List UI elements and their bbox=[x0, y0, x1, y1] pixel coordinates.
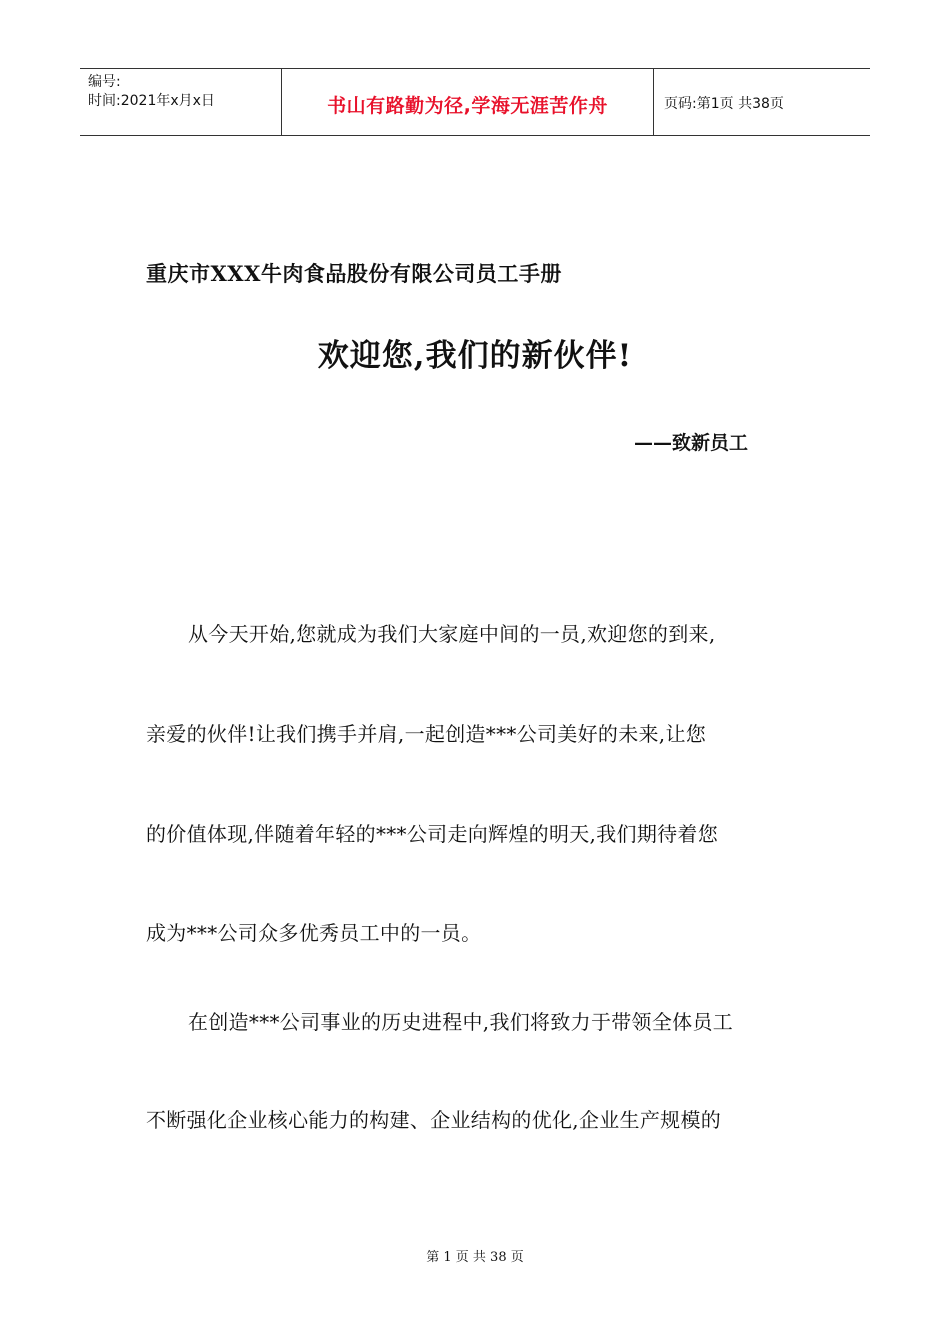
header-page-info: 页码:第1页 共38页 bbox=[664, 96, 784, 112]
body-line: 亲爱的伙伴!让我们携手并肩,一起创造***公司美好的未来,让您 bbox=[146, 722, 707, 746]
header-page-cell bbox=[654, 69, 870, 135]
header-motto-cell bbox=[282, 69, 654, 135]
header-table bbox=[80, 68, 870, 136]
body-line: 成为***公司众多优秀员工中的一员。 bbox=[146, 921, 482, 945]
motto-text: 书山有路勤为径,学海无涯苦作舟 bbox=[327, 94, 608, 117]
header-meta-cell bbox=[80, 69, 282, 135]
body-line: 的价值体现,伴随着年轻的***公司走向辉煌的明天,我们期待着您 bbox=[146, 822, 719, 846]
date-label: 时间:2021年x月x日 bbox=[88, 93, 215, 109]
welcome-heading: 欢迎您,我们的新伙伴! bbox=[317, 338, 633, 374]
page-footer: 第 1 页 共 38 页 bbox=[426, 1250, 524, 1265]
document-title: 重庆市XXX牛肉食品股份有限公司员工手册 bbox=[146, 261, 562, 286]
body-line: 从今天开始,您就成为我们大家庭中间的一员,欢迎您的到来, bbox=[188, 622, 716, 646]
body-line: 在创造***公司事业的历史进程中,我们将致力于带领全体员工 bbox=[188, 1010, 734, 1034]
body-line: 不断强化企业核心能力的构建、企业结构的优化,企业生产规模的 bbox=[146, 1108, 722, 1132]
signoff-line: ——致新员工 bbox=[634, 432, 749, 454]
serial-number-label: 编号: bbox=[88, 74, 121, 90]
